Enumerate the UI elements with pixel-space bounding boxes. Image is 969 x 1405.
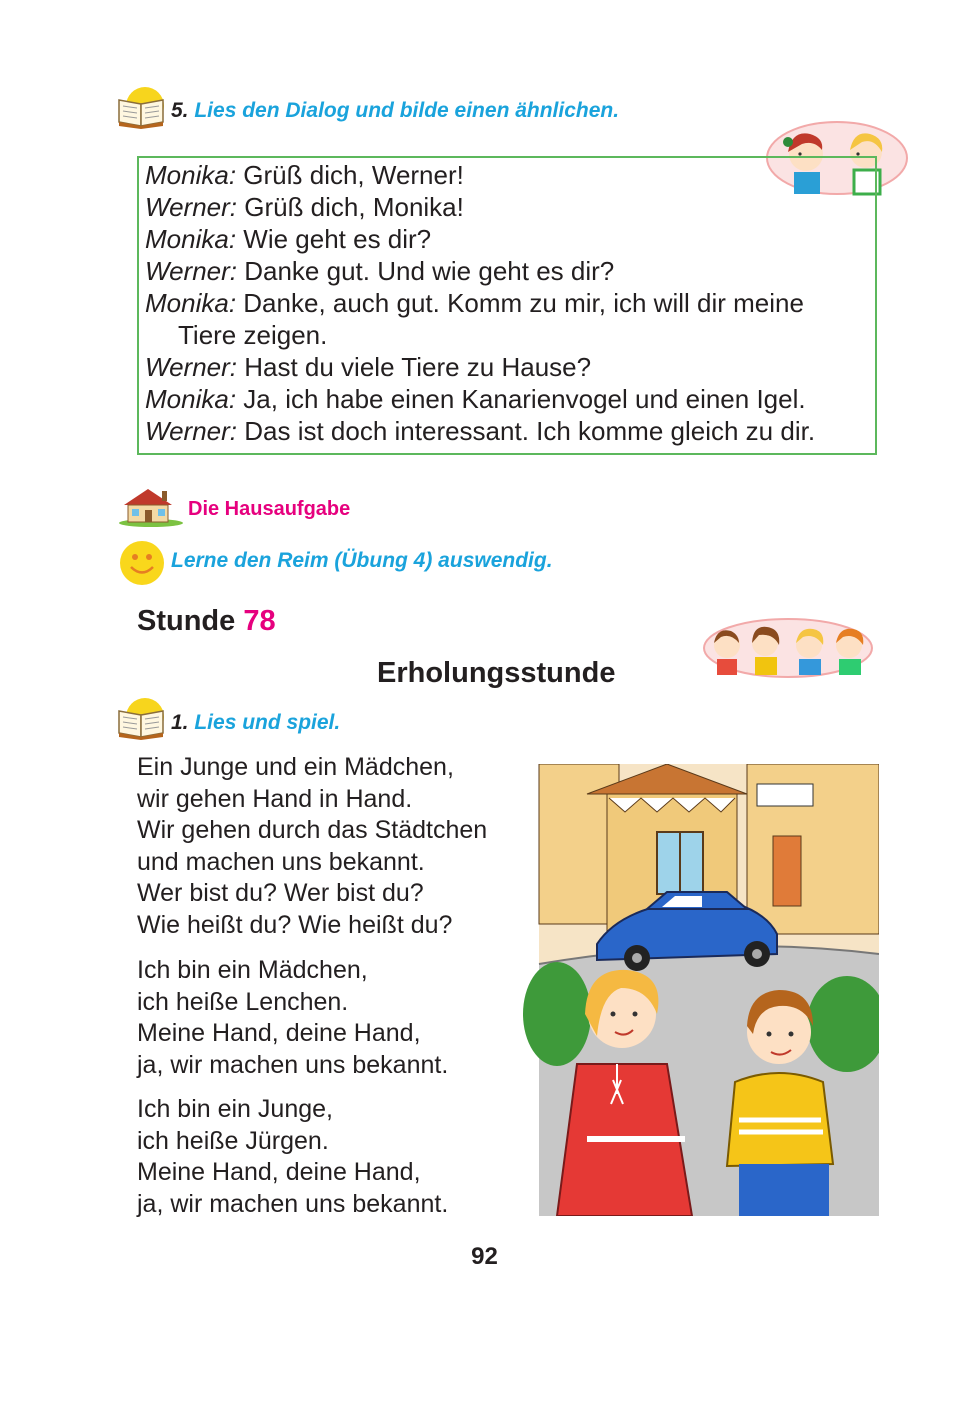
task-5-instruction [171,99,619,123]
dialog-line [145,415,875,447]
dialog-text: Wie geht es dir? [243,224,432,254]
stunde-label: Stunde [137,605,236,637]
smiley-icon [119,540,165,586]
dialog-lines [145,159,875,447]
dialog-line [145,191,875,223]
dialog-line [145,351,875,383]
speaker-name: Werner: [145,192,237,222]
poem-line: ja, wir machen uns bekannt. [137,1189,449,1218]
dialog-line-continuation [145,319,875,351]
poem-line: und machen uns bekannt. [137,847,425,876]
speaker-name: Werner: [145,256,237,286]
street-scene-illustration [517,764,879,1216]
book-icon [115,86,167,130]
poem-line: Ich bin ein Junge, [137,1095,333,1123]
dialog-text: Ja, ich habe einen Kanarienvogel und einen Igel. [243,384,806,414]
children-group-illustration [703,617,873,679]
poem-line: Ein Junge und ein Mädchen, [137,753,454,781]
dialog-text: Danke gut. Und wie geht es dir? [244,256,615,286]
lesson-number-heading [137,605,276,638]
poem-line: Wie heißt du? Wie heißt du? [137,910,453,939]
poem-line: Meine Hand, deine Hand, [137,1158,421,1186]
stunde-number: 78 [243,605,276,637]
homework-label: Die Hausaufgabe [188,498,351,520]
page-number: 92 [471,1243,498,1270]
poem-line: wir gehen Hand in Hand. [137,784,413,813]
task-number: 1. [171,711,189,734]
speaker-name: Monika: [145,224,237,254]
lesson-title: Erholungsstunde [377,657,616,689]
dialog-text: Das ist doch interessant. Ich komme gleich zu dir. [244,416,816,446]
task-text: Lies und spiel. [194,711,341,734]
homework-task: Lerne den Reim (Übung 4) auswendig. [171,549,553,572]
poem-line: Wer bist du? Wer bist du? [137,879,424,907]
speaker-name: Werner: [145,416,237,446]
task-number: 5. [171,99,189,122]
dialog-line [145,383,875,415]
dialog-text: Danke, auch gut. Komm zu mir, ich will dir meine [243,288,804,318]
poem-stanza-2 [137,955,537,1081]
poem-line: ja, wir machen uns bekannt. [137,1050,449,1079]
poem-line: ich heiße Jürgen. [137,1126,329,1155]
house-icon [118,485,184,527]
poem-line: Ich bin ein Mädchen, [137,956,368,984]
speaker-name: Monika: [145,288,237,318]
poem-stanza-3 [137,1094,537,1220]
dialog-text: Tiere zeigen. [178,320,328,350]
dialog-text: Hast du viele Tiere zu Hause? [244,352,592,382]
book-icon [115,697,167,741]
speaker-name: Werner: [145,352,237,382]
dialog-line [145,287,875,319]
task-1-instruction [171,711,340,735]
poem-line: Meine Hand, deine Hand, [137,1019,421,1047]
poem-stanza-1 [137,752,537,941]
dialog-line [145,159,875,191]
dialog-text: Grüß dich, Monika! [244,192,464,222]
speaker-name: Monika: [145,160,237,190]
dialog-line [145,255,875,287]
poem-line: Wir gehen durch das Städtchen [137,816,488,844]
speaker-name: Monika: [145,384,237,414]
poem-line: ich heiße Lenchen. [137,987,349,1016]
dialog-line [145,223,875,255]
dialog-text: Grüß dich, Werner! [243,160,464,190]
task-text: Lies den Dialog und bilde einen ähnlichen. [194,99,620,122]
